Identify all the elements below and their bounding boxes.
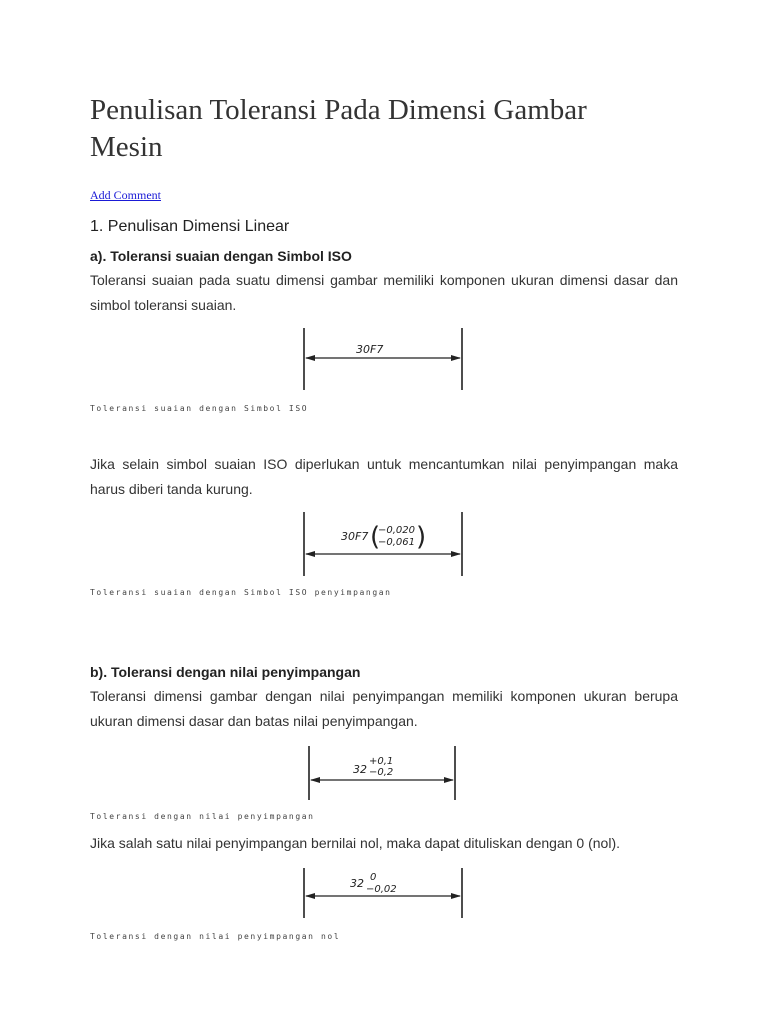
figure-zero-deviation-upper: 0 xyxy=(370,872,377,883)
figure-deviation-upper: +0,1 xyxy=(369,756,394,767)
figure-iso-deviation-upper: −0,020 xyxy=(378,525,416,536)
figure-zero-deviation-label: 32 xyxy=(350,877,364,890)
page-title: Penulisan Toleransi Pada Dimensi Gambar Mesin xyxy=(90,94,587,163)
paragraph-iso-intro: Toleransi suaian pada suatu dimensi gambar memiliki komponen ukuran dimensi dasar dan simbol toleransi suaian. xyxy=(90,272,678,313)
figure-zero-deviation-caption: Toleransi dengan nilai penyimpangan nol xyxy=(90,932,341,941)
svg-text:): ) xyxy=(416,522,427,552)
figure-zero-deviation-lower: −0,02 xyxy=(366,884,397,895)
figure-iso-deviation-caption: Toleransi suaian dengan Simbol ISO penyimpangan xyxy=(90,588,392,597)
paragraph-zero-deviation: Jika salah satu nilai penyimpangan bernilai nol, maka dapat dituliskan dengan 0 (nol). xyxy=(90,835,620,851)
figure-iso-fit-label: 30F7 xyxy=(356,343,384,356)
figure-deviation-label: 32 xyxy=(353,763,367,776)
figure-deviation-caption: Toleransi dengan nilai penyimpangan xyxy=(90,812,315,821)
figure-iso-deviation-label: 30F7 xyxy=(341,530,369,543)
paragraph-deviation-intro: Toleransi dimensi gambar dengan nilai penyimpangan memiliki komponen ukuran berupa ukuran dimensi dasar dan batas nilai penyimpangan. xyxy=(90,688,678,729)
figure-deviation-lower: −0,2 xyxy=(369,767,394,778)
figure-iso-fit-caption: Toleransi suaian dengan Simbol ISO xyxy=(90,404,309,413)
add-comment-link[interactable]: Add Comment xyxy=(90,188,161,202)
paragraph-iso-deviation: Jika selain simbol suaian ISO diperlukan untuk mencantumkan nilai penyimpangan maka harus diberi tanda kurung. xyxy=(90,456,678,497)
article xyxy=(90,92,678,949)
figure-zero-deviation xyxy=(294,864,474,922)
section-heading-linear: 1. Penulisan Dimensi Linear xyxy=(90,218,290,235)
figure-iso-deviation-lower: −0,061 xyxy=(378,537,416,548)
subsection-heading-iso: a). Toleransi suaian dengan Simbol ISO xyxy=(90,248,352,264)
subsection-heading-deviation: b). Toleransi dengan nilai penyimpangan xyxy=(90,664,361,680)
figure-iso-deviation xyxy=(294,508,474,580)
figure-deviation xyxy=(299,740,469,804)
figure-iso-fit xyxy=(294,324,474,394)
svg-text:(: ( xyxy=(370,522,381,552)
